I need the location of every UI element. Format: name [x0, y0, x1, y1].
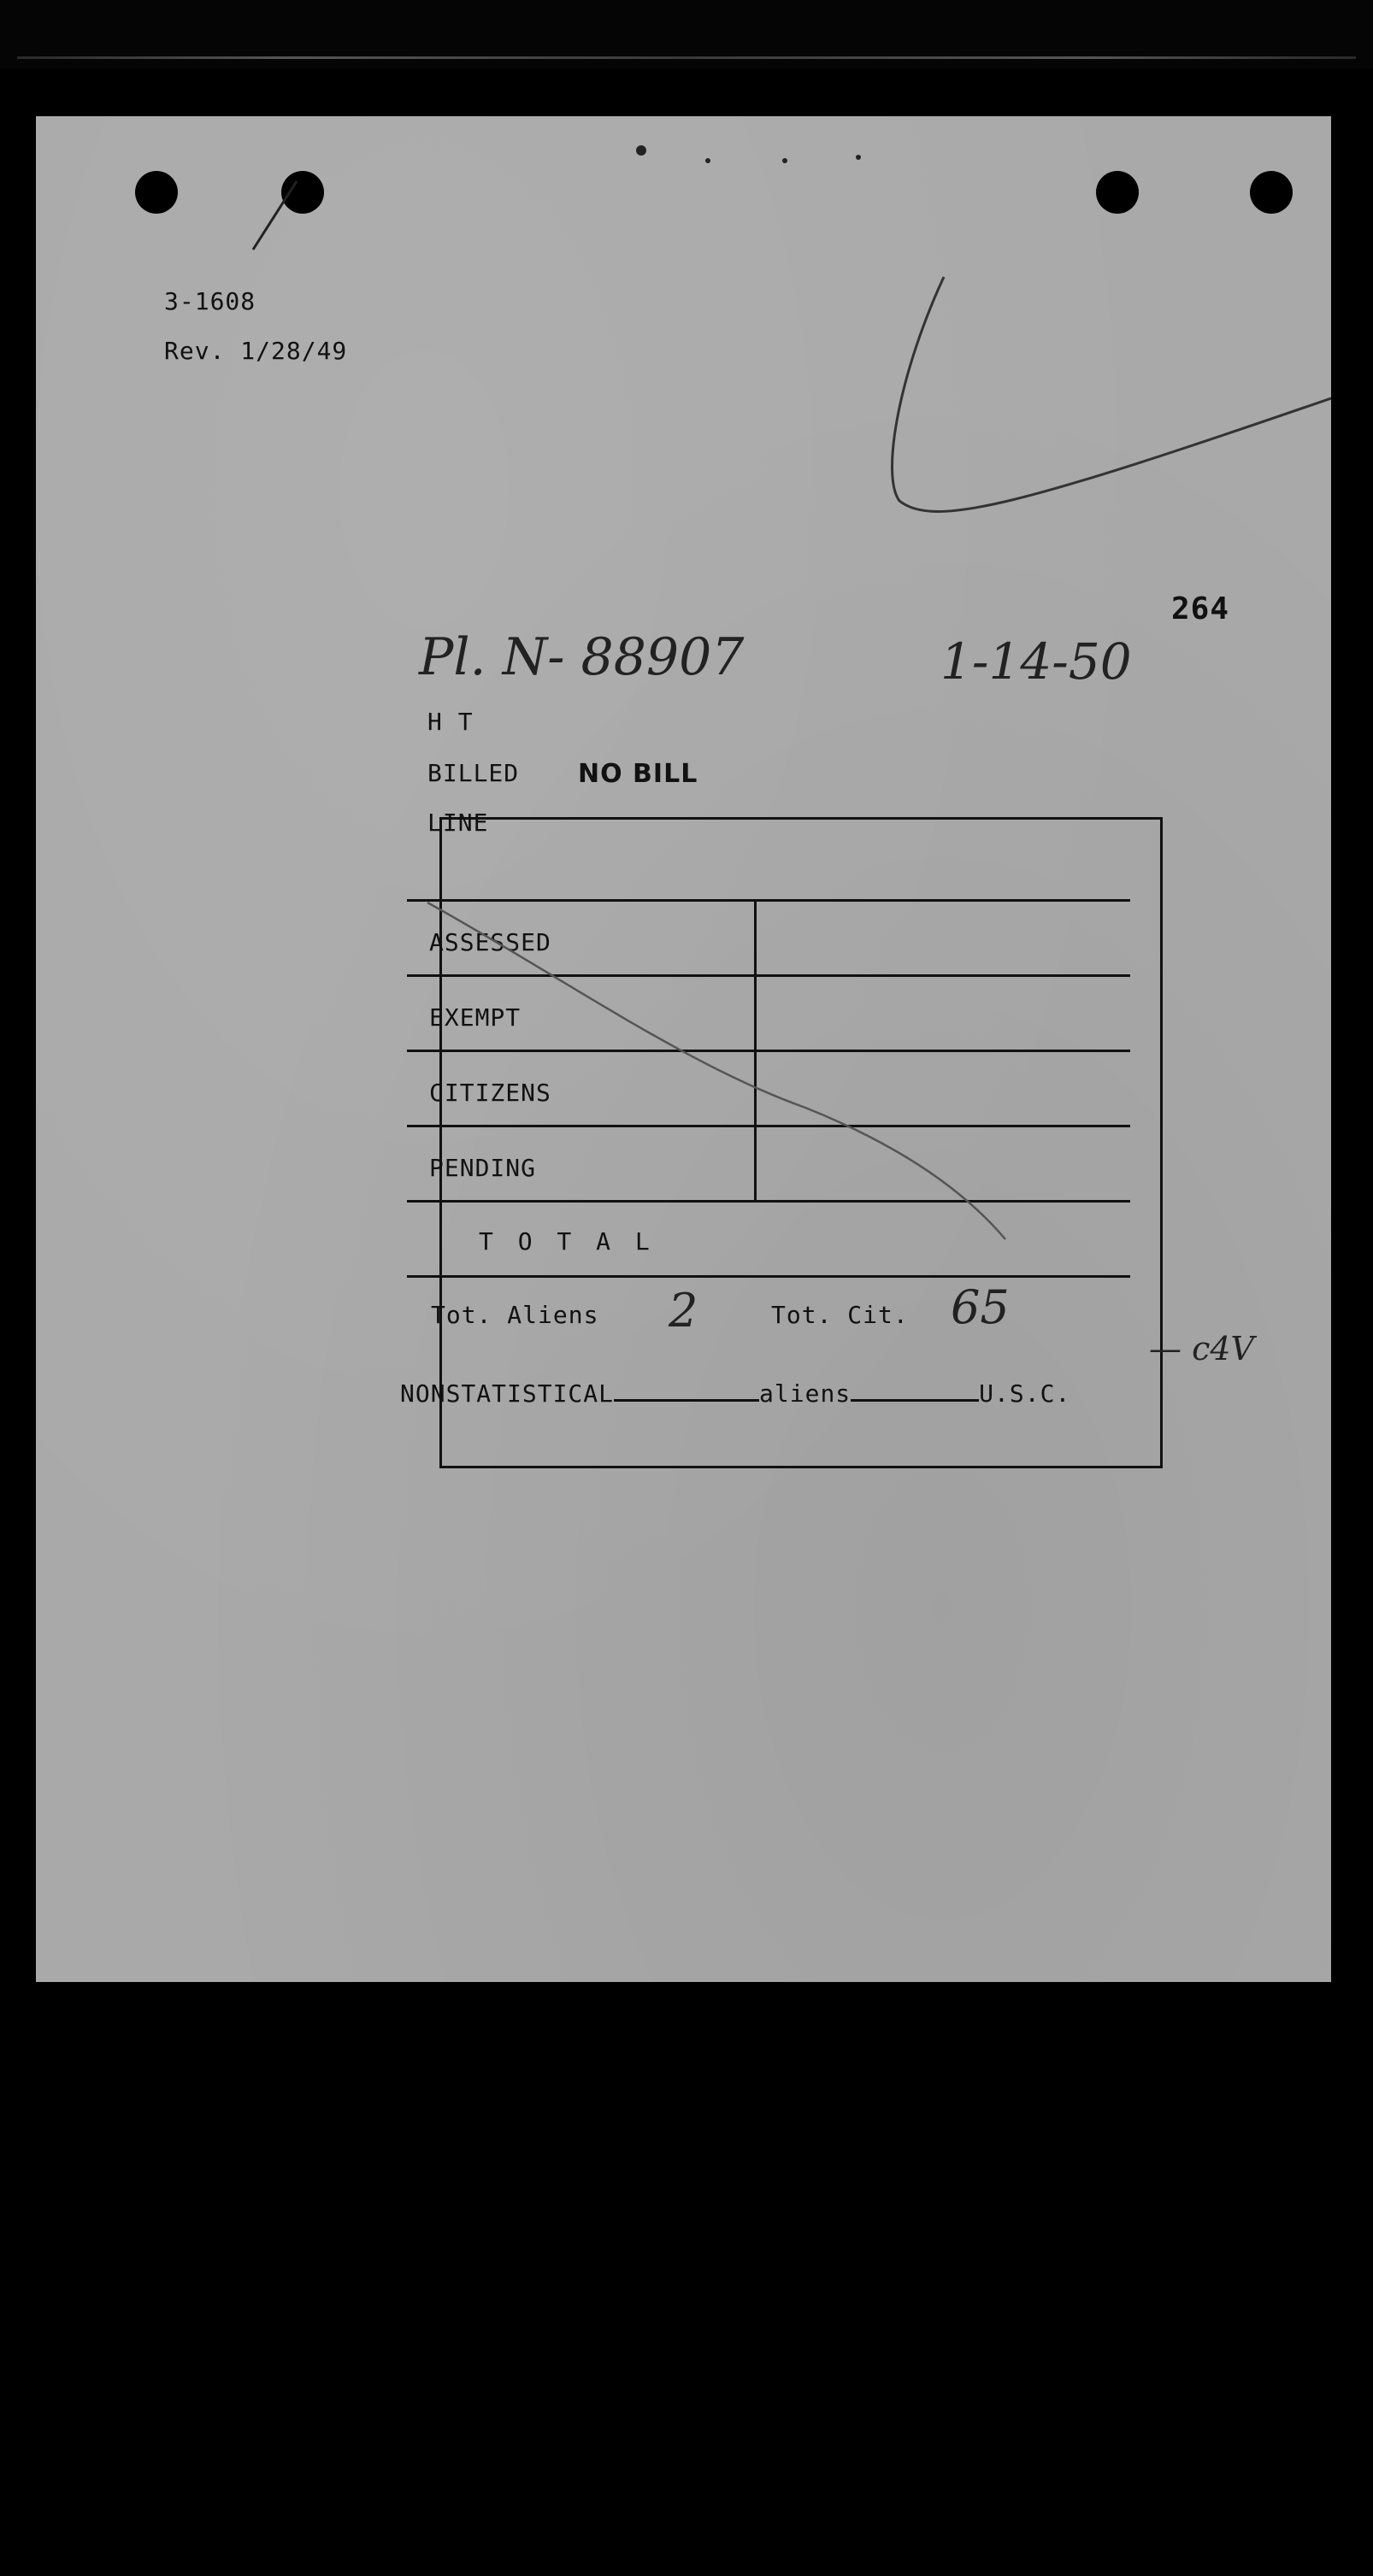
- handwritten-date: 1-14-50: [940, 632, 1132, 691]
- no-bill-stamp: NO BILL: [578, 759, 698, 789]
- handwritten-margin-note: — c4V: [1149, 1330, 1254, 1367]
- row-label-pending: PENDING: [429, 1154, 537, 1182]
- usc-label: U.S.C.: [979, 1379, 1071, 1408]
- total-label: T O T A L: [479, 1227, 655, 1256]
- aliens-label: aliens: [759, 1379, 851, 1408]
- row-label-citizens: CITIZENS: [429, 1079, 551, 1107]
- document-page: [36, 116, 1331, 1982]
- form-revision: Rev. 1/28/49: [164, 337, 348, 365]
- header-line-ht: H T: [427, 708, 474, 736]
- handwritten-reference: Pl. N- 88907: [419, 627, 745, 687]
- scanner-top-strip: [0, 0, 1373, 68]
- row-label-assessed: ASSESSED: [429, 928, 551, 956]
- handwritten-aliens-count: 2: [669, 1284, 698, 1338]
- check-tick-mark: [253, 181, 297, 250]
- tot-aliens-label: Tot. Aliens: [431, 1301, 599, 1329]
- diagonal-strike-mark: [427, 903, 1005, 1239]
- ink-speck: [782, 158, 787, 163]
- form-number: 3-1608: [164, 287, 256, 315]
- ink-speck: [705, 158, 710, 163]
- handwritten-citizens-count: 65: [951, 1280, 1010, 1334]
- ink-speck: [636, 145, 646, 156]
- header-line-line: LINE: [427, 809, 489, 837]
- row-label-exempt: EXEMPT: [429, 1003, 522, 1032]
- page-number: 264: [1171, 591, 1230, 626]
- pen-marks: [36, 116, 1331, 1982]
- pencil-curve-mark: [893, 277, 1331, 511]
- ink-speck: [856, 155, 861, 160]
- header-line-billed: BILLED: [427, 759, 520, 787]
- tot-cit-label: Tot. Cit.: [771, 1301, 909, 1329]
- film-edge-rule: [17, 56, 1356, 59]
- nonstatistical-label: NONSTATISTICAL: [400, 1379, 615, 1408]
